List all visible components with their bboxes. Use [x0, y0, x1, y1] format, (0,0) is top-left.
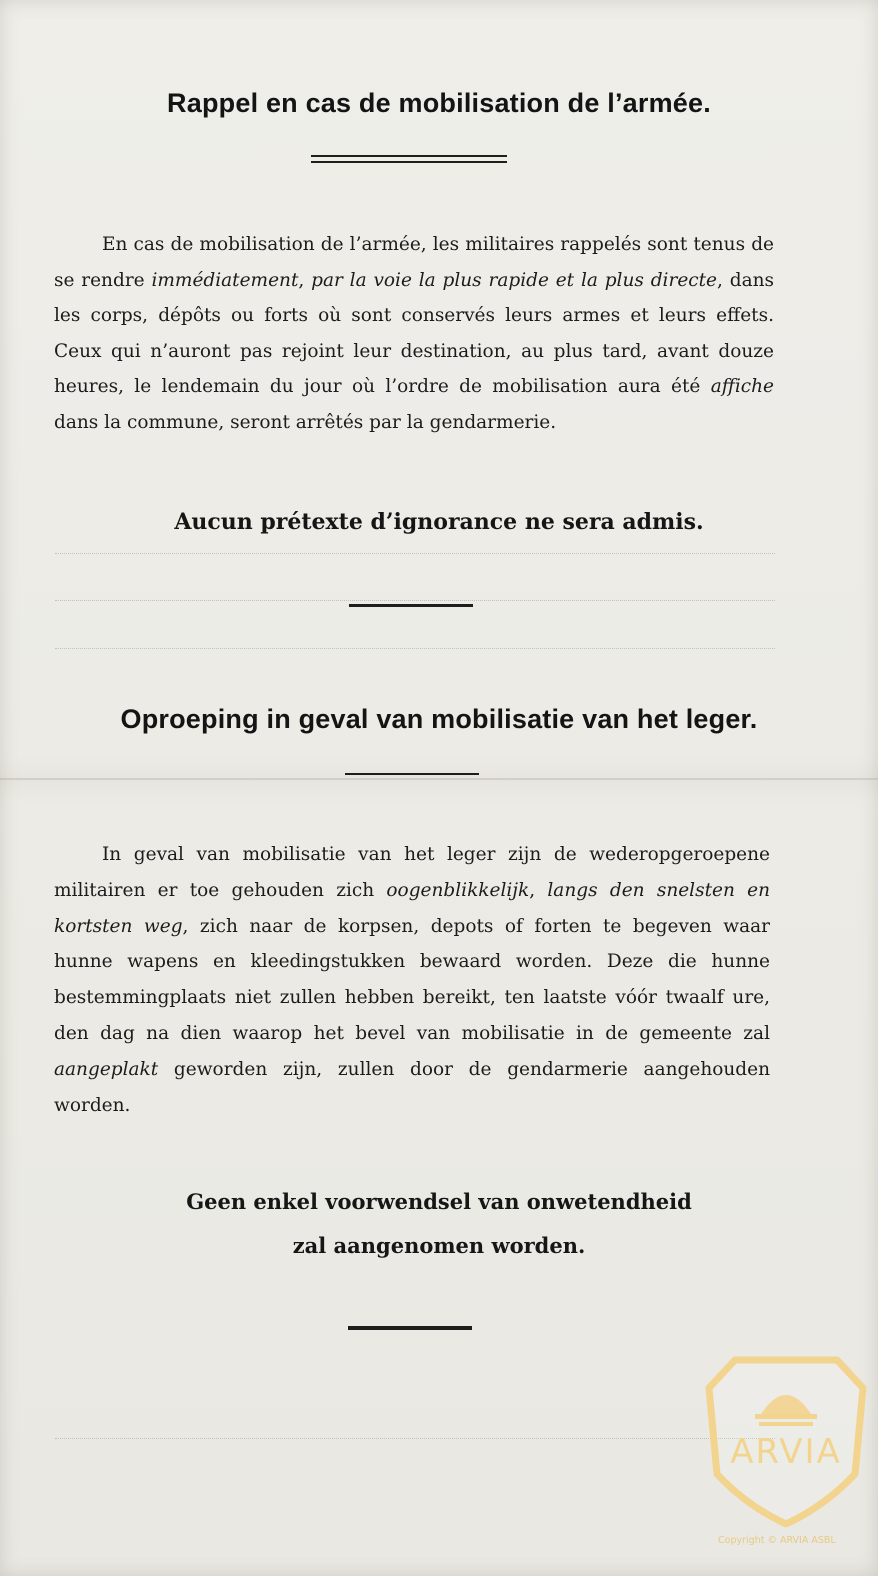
paragraph-emphasis: aangeplakt [54, 1058, 159, 1080]
paragraph-emphasis: par la voie la plus rapide et la plus directe [311, 269, 718, 291]
french-title: Rappel en cas de mobilisation de l’armée. [167, 88, 711, 118]
dutch-paragraph [54, 837, 770, 1123]
paragraph-emphasis: immédiatement [151, 269, 299, 291]
dotted-line [55, 600, 775, 601]
dotted-line [55, 553, 775, 554]
paragraph-text: , zich naar de korpsen, depots of forten te begeven waar hunne wapens en kleedingstukken bewaard worden. Deze die hunne bestemmingplaats niet zullen hebben bereikt, ten laatste vóór twaalf ure, den dag na dien waarop het bevel van mobilisatie in de gemeente zal [54, 915, 770, 1044]
paragraph-text: , [298, 269, 312, 291]
paragraph-text: geworden zijn, zullen door de gendarmerie aangehouden worden. [54, 1058, 770, 1116]
french-paragraph [54, 227, 774, 440]
dutch-notice [0, 1180, 878, 1268]
logo-text: ARVIA [730, 1432, 842, 1472]
notice-line: zal aangenomen worden. [292, 1233, 586, 1258]
section-divider [349, 604, 473, 607]
paragraph-emphasis: affiche [710, 376, 774, 397]
dotted-line [55, 1438, 775, 1439]
paragraph-emphasis: langs den snelsten en kortsten weg [54, 879, 771, 937]
paragraph-text: En cas de mobilisation de l’armée, les militaires rappelés sont tenus de se rendre [54, 234, 774, 291]
section-divider [348, 1326, 472, 1330]
notice-line: Geen enkel voorwendsel van onwetendheid [186, 1189, 692, 1214]
french-notice: Aucun prétexte d’ignorance ne sera admis. [174, 509, 704, 535]
title-underline [345, 773, 479, 775]
paper-fold [0, 778, 878, 780]
paragraph-emphasis: oogenblikkelijk [386, 879, 530, 901]
title-underline [311, 161, 507, 163]
paragraph-text: In geval van mobilisatie van het leger zijn de wederopgeroepene militairen er toe gehouden zich [54, 844, 770, 901]
title-underline [311, 155, 507, 157]
paragraph-text: dans la commune, seront arrêtés par la gendarmerie. [54, 411, 557, 433]
paragraph-text: , dans les corps, dépôts ou forts où sont conservés leurs armes et leurs effets. Ceux qui n’auront pas rejoint leur destination, au plus tard, avant douze heures, le lendemain du jour où l’ordre de mobilisation aura été [54, 269, 775, 397]
copyright-text: Copyright © ARVIA ASBL [718, 1535, 836, 1546]
dutch-title: Oproeping in geval van mobilisatie van het leger. [120, 704, 758, 734]
dotted-line [55, 648, 775, 649]
paragraph-text: , [529, 879, 548, 901]
